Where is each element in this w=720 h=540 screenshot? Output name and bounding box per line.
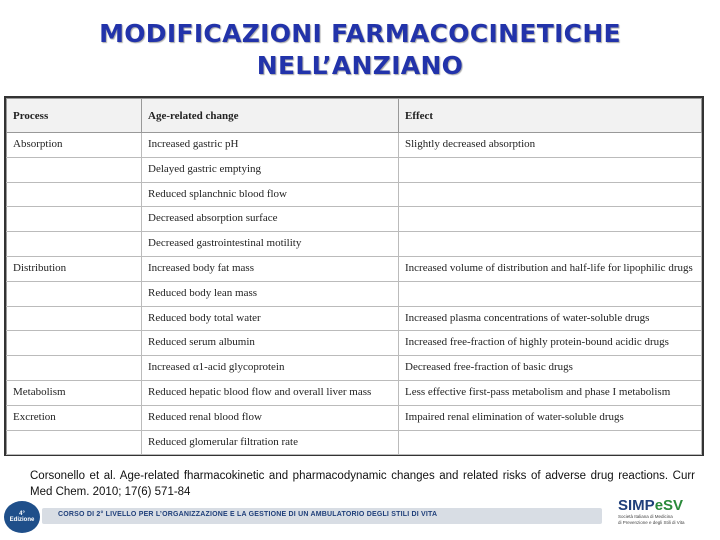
- change-cell: Reduced body total water: [142, 306, 399, 331]
- pharmacokinetics-table: [4, 96, 704, 456]
- table-row: [7, 232, 702, 257]
- table-header-row: [7, 99, 702, 133]
- effect-cell: Increased free-fraction of highly protein-bound acidic drugs: [399, 331, 702, 356]
- logo-wordmark: [618, 498, 714, 514]
- logo-wordmark-main: SIMP: [618, 497, 655, 514]
- process-cell: Metabolism: [7, 380, 142, 405]
- table-row: [7, 256, 702, 281]
- simpesv-logo: [618, 498, 714, 536]
- table-row: [7, 430, 702, 455]
- change-cell: Reduced serum albumin: [142, 331, 399, 356]
- slide-title-line2: NELL’ANZIANO: [256, 51, 464, 80]
- effect-cell: Increased plasma concentrations of water-soluble drugs: [399, 306, 702, 331]
- effect-cell: [399, 430, 702, 455]
- table-row: [7, 405, 702, 430]
- effect-cell: [399, 232, 702, 257]
- process-cell: Absorption: [7, 133, 142, 158]
- edition-badge-number: 4°: [19, 511, 25, 517]
- table-row: [7, 182, 702, 207]
- course-title: CORSO DI 2° LIVELLO PER L’ORGANIZZAZIONE E LA GESTIONE DI UN AMBULATORIO DEGLI STILI DI VITA: [58, 511, 438, 518]
- change-cell: Decreased gastrointestinal motility: [142, 232, 399, 257]
- change-cell: Reduced glomerular filtration rate: [142, 430, 399, 455]
- change-cell: Reduced body lean mass: [142, 281, 399, 306]
- table-row: [7, 356, 702, 381]
- effect-cell: Increased volume of distribution and half-life for lipophilic drugs: [399, 256, 702, 281]
- edition-badge: [4, 501, 40, 533]
- logo-subtitle-2: di Prevenzione e degli Stili di Vita: [618, 519, 685, 525]
- process-cell: [7, 232, 142, 257]
- edition-badge-label: Edizione: [9, 517, 35, 523]
- header-age-related-change: Age-related change: [142, 99, 399, 133]
- effect-cell: Decreased free-fraction of basic drugs: [399, 356, 702, 381]
- process-cell: Distribution: [7, 256, 142, 281]
- table-row: [7, 306, 702, 331]
- process-cell: [7, 331, 142, 356]
- slide-title: [0, 18, 720, 82]
- table-row: [7, 331, 702, 356]
- effect-cell: [399, 157, 702, 182]
- process-cell: [7, 207, 142, 232]
- citation-text: Corsonello et al. Age-related fharmacokinetic and pharmacodynamic changes and related risks of adverse drug reactions. Curr Med Chem. 2010; 17(6) 571-84: [30, 470, 695, 498]
- change-cell: Reduced splanchnic blood flow: [142, 182, 399, 207]
- effect-cell: [399, 281, 702, 306]
- logo-wordmark-accent: eSV: [654, 497, 684, 514]
- header-process: Process: [7, 99, 142, 133]
- change-cell: Increased α1-acid glycoprotein: [142, 356, 399, 381]
- table-row: [7, 380, 702, 405]
- process-cell: [7, 157, 142, 182]
- effect-cell: Slightly decreased absorption: [399, 133, 702, 158]
- logo-subtitle-1: Società Italiana di Medicina: [618, 514, 673, 519]
- header-effect: Effect: [399, 99, 702, 133]
- change-cell: Decreased absorption surface: [142, 207, 399, 232]
- slide-title-line1: MODIFICAZIONI FARMACOCINETICHE: [99, 19, 621, 48]
- process-cell: [7, 356, 142, 381]
- effect-cell: Less effective first-pass metabolism and phase I metabolism: [399, 380, 702, 405]
- table-row: [7, 157, 702, 182]
- process-cell: Excretion: [7, 405, 142, 430]
- process-cell: [7, 430, 142, 455]
- table-row: [7, 207, 702, 232]
- effect-cell: Impaired renal elimination of water-soluble drugs: [399, 405, 702, 430]
- change-cell: Increased gastric pH: [142, 133, 399, 158]
- change-cell: Delayed gastric emptying: [142, 157, 399, 182]
- effect-cell: [399, 182, 702, 207]
- process-cell: [7, 306, 142, 331]
- effect-cell: [399, 207, 702, 232]
- table-row: [7, 281, 702, 306]
- table-row: [7, 133, 702, 158]
- process-cell: [7, 182, 142, 207]
- change-cell: Reduced hepatic blood flow and overall liver mass: [142, 380, 399, 405]
- process-cell: [7, 281, 142, 306]
- change-cell: Reduced renal blood flow: [142, 405, 399, 430]
- change-cell: Increased body fat mass: [142, 256, 399, 281]
